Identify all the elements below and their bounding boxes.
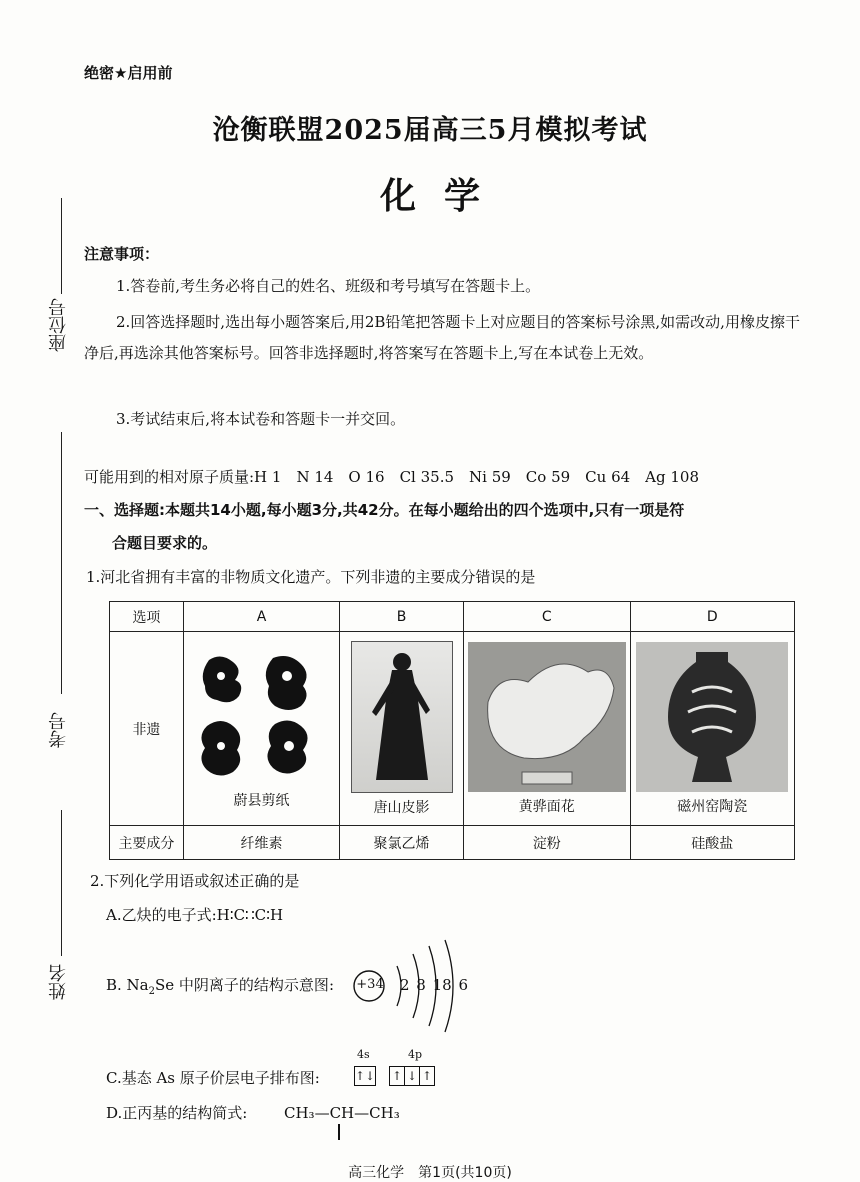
propyl-formula: CH₃—CH—CH₃ [284,1104,400,1122]
notes-heading: 注意事项： [84,245,160,263]
note-1: 1.答卷前,考生务必将自己的姓名、班级和考号填写在答题卡上。 [116,277,541,295]
exam-title: 沧衡联盟2025届高三5月模拟考试 [212,115,648,146]
caption-d: 磁州窑陶瓷 [677,798,748,815]
question-2-stem: 2.下列化学用语或叙述正确的是 [90,872,300,890]
option-d: D.正丙基的结构简式: [106,1104,248,1122]
nucleus-charge: +34 [356,977,384,992]
option-b [106,974,334,1003]
orbital-cell-4p-1: ↑ [389,1066,405,1086]
header-a: A [183,602,339,632]
section-heading-cont: 合题目要求的。 [112,534,218,552]
name-line [61,810,62,956]
caption-b: 唐山皮影 [373,799,430,816]
header-c: C [463,602,630,632]
subject-title: 化学 [379,175,508,217]
caption-a: 蔚县剪纸 [233,792,290,809]
option-c: C.基态 As 原子价层电子排布图: [106,1069,320,1087]
propyl-bond [338,1124,340,1140]
orbital-cell-4p-3: ↑ [420,1066,435,1086]
header-d: D [630,602,794,632]
option-b-prefix: B. Na [106,976,149,994]
option-b-text: Se 中阴离子的结构示意图: [155,976,334,994]
note-3: 3.考试结束后,将本试卷和答题卡一并交回。 [116,410,406,428]
cell-c [463,632,630,826]
row-label-component: 主要成分 [110,826,184,860]
exam-no-line [61,432,62,694]
label-4s: 4s [357,1048,370,1061]
header-option: 选项 [110,602,184,632]
orbital-4p [389,1065,435,1086]
page-footer: 高三化学 第1页(共10页) [348,1165,512,1181]
component-a: 纤维素 [183,826,339,860]
question-1-table [109,601,795,860]
option-b-subscript: 2 [148,986,156,997]
cell-b [340,632,464,826]
seat-line [61,198,62,294]
paper-cut-image [191,648,331,786]
row-label-heritage: 非遗 [110,632,184,826]
question-1-stem: 1.河北省拥有丰富的非物质文化遗产。下列非遗的主要成分错误的是 [86,568,536,586]
section-heading: 一、选择题:本题共14小题,每小题3分,共42分。在每小题给出的四个选项中,只有一项是符 [84,501,685,519]
component-b: 聚氯乙烯 [340,826,464,860]
atomic-masses: 可能用到的相对原子质量:H 1 N 14 O 16 Cl 35.5 Ni 59 Co 59 Cu 64 Ag 108 [84,468,699,486]
component-d: 硅酸盐 [630,826,794,860]
header-b: B [340,602,464,632]
porcelain-image [636,642,788,792]
cell-a [183,632,339,826]
option-a: A.乙炔的电子式:H∶C∷C∶H [106,906,284,924]
shadow-puppet-image [351,641,453,793]
cell-d [630,632,794,826]
caption-c: 黄骅面花 [518,798,575,815]
label-4p: 4p [408,1048,423,1061]
orbital-4s [354,1065,376,1086]
orbital-cell-4s: ↑↓ [354,1066,376,1086]
exam-no-label: 考号 [48,712,69,748]
orbital-cell-4p-2: ↓ [405,1066,420,1086]
component-c: 淀粉 [463,826,630,860]
seat-label: 座位号 [48,298,69,352]
dough-flower-image [468,642,626,792]
shell-electrons: 2 8 18 6 [400,976,469,994]
name-label: 姓名 [48,964,69,1000]
note-2: 2.回答选择题时,选出每小题答案后,用2B铅笔把答题卡上对应题目的答案标号涂黑,如需改动,用橡皮擦干净后,再选涂其他答案标号。回答非选择题时,将答案写在答题卡上,写在本试卷上无效。 [84,313,800,362]
confidential-mark: 绝密★启用前 [84,64,173,82]
